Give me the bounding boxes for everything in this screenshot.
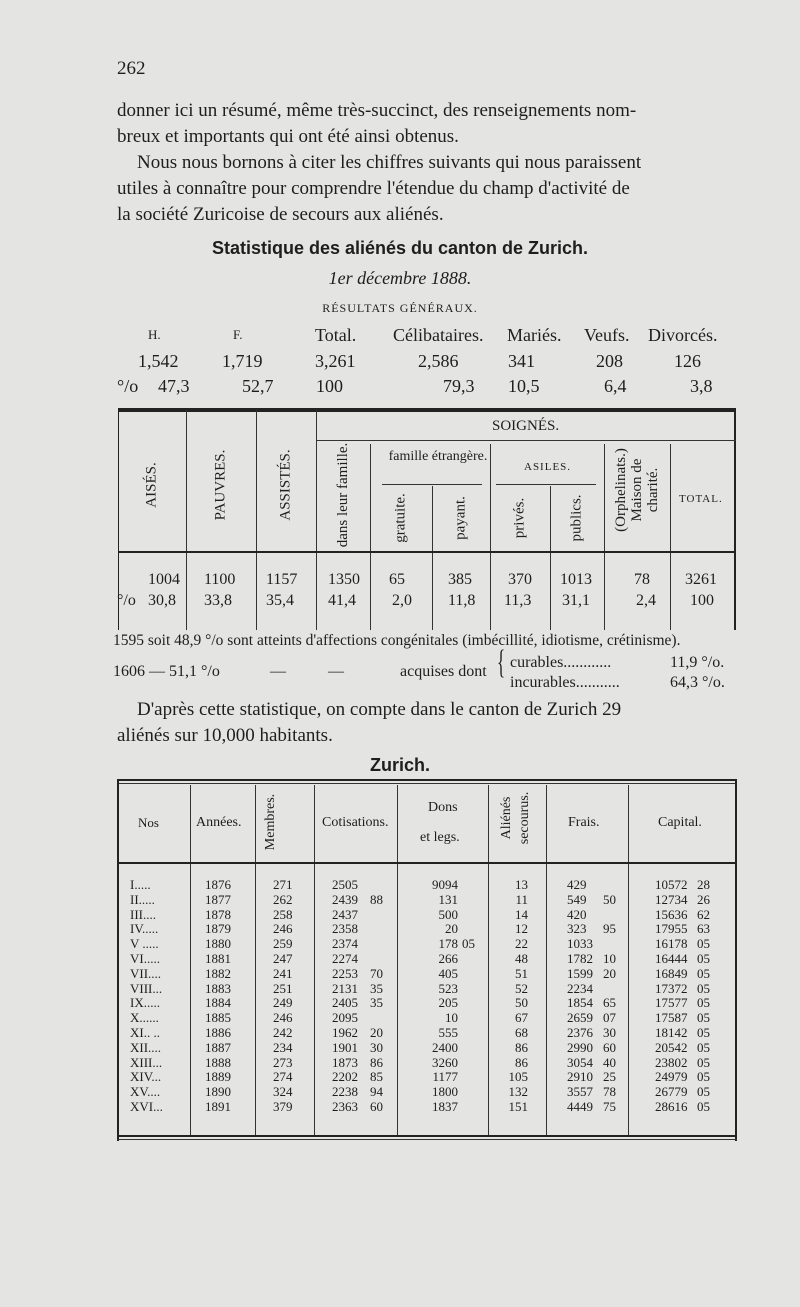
cell-capital-cents: 05: [697, 1025, 710, 1040]
cell-capital: 16849: [655, 965, 688, 981]
cell-cotisations: 2437: [332, 906, 358, 922]
table-row: [0, 1055, 800, 1069]
cell-frais-cents: 60: [603, 1039, 616, 1055]
cell-cotisations: 2095: [332, 1010, 358, 1026]
cell-dons: 500: [438, 906, 458, 922]
cell-annee: 1877: [205, 891, 231, 907]
pct-label: °/o: [117, 376, 139, 396]
header-divorces: Divorcés.: [648, 325, 718, 345]
intro-line: la société Zuricoise de secours aux aliénés.: [117, 204, 444, 225]
table-row: [0, 921, 800, 935]
assistes-header: ASSISTÉS.: [277, 449, 294, 521]
cell-no: XI.. ..: [130, 1025, 160, 1040]
cell-cotisations-cents: 60: [370, 1099, 383, 1114]
cell-capital: 15636: [655, 906, 688, 922]
note-curables: curables............: [510, 654, 612, 671]
header-capital: Capital.: [658, 815, 702, 830]
row2-prives: 11,3: [504, 592, 532, 609]
cell-capital: 18142: [655, 1025, 688, 1040]
cell-frais: 1854: [567, 995, 593, 1011]
cell-dons: 523: [438, 980, 458, 996]
header-h: H.: [148, 327, 161, 342]
cell-alienes: 151: [508, 1099, 528, 1114]
row2-aises: 30,8: [148, 592, 176, 609]
header-legs: et legs.: [420, 830, 460, 845]
cell-capital-cents: 05: [697, 1010, 710, 1026]
cell-dons: 1800: [432, 1084, 458, 1100]
cell-frais-cents: 10: [603, 951, 616, 966]
conclusion-line: aliénés sur 10,000 habitants.: [117, 725, 333, 746]
cell-membres: 379: [273, 1099, 293, 1114]
count-h: 1,542: [138, 351, 179, 371]
cell-membres: 246: [273, 1010, 293, 1026]
table-row: [0, 1084, 800, 1098]
total-label: TOTAL.: [679, 493, 723, 505]
cell-dons: 1177: [432, 1069, 458, 1085]
cell-membres: 259: [273, 936, 293, 952]
cell-annee: 1878: [205, 906, 231, 922]
cell-cotisations-cents: 35: [370, 995, 383, 1011]
cell-no: IV.....: [130, 921, 159, 937]
cell-capital: 28616: [655, 1099, 688, 1114]
cell-cotisations: 2505: [332, 877, 358, 892]
cell-cotisations: 2274: [332, 951, 358, 966]
note-incurables-pct: 64,3 °/o.: [670, 674, 725, 691]
cell-capital: 23802: [655, 1054, 688, 1070]
maison-charite-header: (Orphelinats.) Maison de charité.: [613, 448, 661, 532]
table2-top-rule-thin: [117, 783, 737, 784]
table-row: [0, 907, 800, 921]
intro-line: utiles à connaître pour comprendre l'étendue du champ d'activité de: [117, 178, 630, 199]
cell-alienes: 132: [508, 1084, 528, 1100]
cell-annee: 1891: [205, 1099, 231, 1114]
cell-alienes: 12: [515, 921, 528, 937]
intro-paragraph: [117, 98, 737, 228]
cell-alienes: 13: [515, 877, 528, 892]
table-row: [0, 936, 800, 950]
cell-frais: 429: [567, 877, 587, 892]
cell-annee: 1879: [205, 921, 231, 937]
cell-cotisations-cents: 86: [370, 1054, 383, 1070]
cell-cotisations-cents: 70: [370, 965, 383, 981]
cell-annee: 1890: [205, 1084, 231, 1100]
soignes-label: SOIGNÉS.: [492, 418, 560, 434]
cell-capital-cents: 28: [697, 877, 710, 892]
cell-frais: 2376: [567, 1025, 593, 1040]
note-dash: —: [270, 663, 286, 680]
header-veufs: Veufs.: [584, 325, 630, 345]
note-incurables: incurables...........: [510, 674, 620, 691]
pct-celibataires: 79,3: [443, 376, 475, 396]
divider: [370, 444, 371, 630]
cell-no: VI.....: [130, 951, 160, 966]
pct-f: 52,7: [242, 376, 274, 396]
pct-total: 100: [316, 376, 343, 396]
cell-capital-cents: 05: [697, 965, 710, 981]
cell-membres: 234: [273, 1039, 293, 1055]
cell-annee: 1888: [205, 1054, 231, 1070]
cell-no: II.....: [130, 891, 155, 907]
divider: [550, 486, 551, 630]
cell-frais-cents: 20: [603, 965, 616, 981]
pct-maries: 10,5: [508, 376, 540, 396]
cell-capital-cents: 05: [697, 995, 710, 1011]
cell-alienes: 105: [508, 1069, 528, 1085]
cell-cotisations: 1873: [332, 1054, 358, 1070]
table-row: [0, 951, 800, 965]
cell-membres: 274: [273, 1069, 293, 1085]
asiles-rule: [496, 484, 596, 485]
row1-aises: 1004: [148, 571, 180, 588]
cell-no: III....: [130, 906, 156, 922]
cell-dons: 20: [445, 921, 458, 937]
cell-frais-cents: 50: [603, 891, 616, 907]
page-number: 262: [117, 58, 146, 79]
cell-dons: 266: [438, 951, 458, 966]
cell-alienes: 11: [515, 891, 528, 907]
header-alienes: Aliénés secourus.: [499, 791, 532, 845]
pauvres-header: PAUVRES.: [212, 449, 229, 521]
cell-frais-cents: 65: [603, 995, 616, 1011]
cell-membres: 249: [273, 995, 293, 1011]
table-row: [0, 966, 800, 980]
row1-assistes: 1157: [266, 571, 298, 588]
cell-cotisations: 1901: [332, 1039, 358, 1055]
cell-capital-cents: 05: [697, 936, 710, 952]
note-curables-pct: 11,9 °/o.: [670, 654, 725, 671]
note-dash: —: [328, 663, 344, 680]
cell-annee: 1889: [205, 1069, 231, 1085]
cell-capital: 16178: [655, 936, 688, 952]
cell-annee: 1882: [205, 965, 231, 981]
cell-frais-cents: 75: [603, 1099, 616, 1114]
pct-veufs: 6,4: [604, 376, 627, 396]
row1-pauvres: 1100: [204, 571, 236, 588]
cell-membres: 273: [273, 1054, 293, 1070]
table-row: [0, 995, 800, 1009]
cell-alienes: 86: [515, 1039, 528, 1055]
cell-alienes: 14: [515, 906, 528, 922]
header-maries: Mariés.: [507, 325, 562, 345]
results-title: RÉSULTATS GÉNÉRAUX.: [322, 301, 478, 315]
cell-frais: 2659: [567, 1010, 593, 1026]
famille-etrangere-label: famille étrangère.: [388, 449, 488, 464]
row1-publics: 1013: [560, 571, 592, 588]
cell-capital-cents: 62: [697, 906, 710, 922]
cell-frais-cents: 40: [603, 1054, 616, 1070]
cell-cotisations-cents: 94: [370, 1084, 383, 1100]
cell-capital: 17587: [655, 1010, 688, 1026]
cell-dons: 405: [438, 965, 458, 981]
cell-capital-cents: 05: [697, 1084, 710, 1100]
cell-no: IX.....: [130, 995, 160, 1011]
cell-no: I.....: [130, 877, 151, 892]
cell-annee: 1887: [205, 1039, 231, 1055]
table2-top-rule: [117, 779, 737, 781]
cell-alienes: 86: [515, 1054, 528, 1070]
statistics-title: Statistique des aliénés du canton de Zurich.: [211, 238, 589, 258]
cell-frais: 1782: [567, 951, 593, 966]
pct-divorces: 3,8: [690, 376, 713, 396]
header-total: Total.: [315, 325, 357, 345]
row2-gratuite: 2,0: [392, 592, 412, 609]
cell-frais: 420: [567, 906, 587, 922]
cell-frais: 4449: [567, 1099, 593, 1114]
cell-capital-cents: 05: [697, 1039, 710, 1055]
cell-frais-cents: 07: [603, 1010, 616, 1026]
header-celibataires: Célibataires.: [393, 325, 484, 345]
cell-frais: 3557: [567, 1084, 593, 1100]
cell-membres: 251: [273, 980, 293, 996]
divider: [432, 486, 433, 630]
cell-dons: 178: [438, 936, 458, 952]
cell-dons: 3260: [432, 1054, 458, 1070]
table-row: [0, 1099, 800, 1113]
cell-alienes: 50: [515, 995, 528, 1011]
header-dons: Dons: [428, 800, 458, 815]
asiles-label: ASILES.: [524, 461, 572, 473]
zurich-title: Zurich.: [369, 755, 430, 775]
header-f: F.: [233, 327, 243, 342]
cell-frais: 2910: [567, 1069, 593, 1085]
cell-alienes: 51: [515, 965, 528, 981]
cell-cotisations-cents: 35: [370, 980, 383, 996]
divider: [490, 444, 491, 630]
cell-membres: 247: [273, 951, 293, 966]
cell-no: VII....: [130, 965, 162, 981]
cell-frais: 1033: [567, 936, 593, 952]
cell-annee: 1884: [205, 995, 231, 1011]
table2-bottom-rule-thin: [117, 1139, 737, 1140]
divider: [316, 410, 317, 630]
count-f: 1,719: [222, 351, 263, 371]
divider: [670, 444, 671, 630]
cell-cotisations-cents: 85: [370, 1069, 383, 1085]
row2-maison: 2,4: [636, 592, 656, 609]
cell-alienes: 68: [515, 1025, 528, 1040]
cell-frais: 323: [567, 921, 587, 937]
pct-h: 47,3: [158, 376, 190, 396]
cell-no: X......: [130, 1010, 159, 1026]
cell-no: VIII...: [130, 980, 163, 996]
cell-alienes: 22: [515, 936, 528, 952]
cell-annee: 1880: [205, 936, 231, 952]
table2-bottom-rule: [117, 1135, 737, 1137]
cell-dons: 1837: [432, 1099, 458, 1114]
cell-capital-cents: 05: [697, 951, 710, 966]
row1-famille: 1350: [328, 571, 360, 588]
count-divorces: 126: [674, 351, 701, 371]
count-total: 3,261: [315, 351, 356, 371]
cell-capital: 20542: [655, 1039, 688, 1055]
table-row: [0, 981, 800, 995]
cell-frais: 3054: [567, 1054, 593, 1070]
cell-cotisations: 2238: [332, 1084, 358, 1100]
header-cotisations: Cotisations.: [322, 815, 389, 830]
cell-cotisations: 2363: [332, 1099, 358, 1114]
cell-frais: 2234: [567, 980, 593, 996]
cell-frais: 1599: [567, 965, 593, 981]
cell-frais: 549: [567, 891, 587, 907]
cell-frais-cents: 30: [603, 1025, 616, 1040]
cell-capital-cents: 05: [697, 1054, 710, 1070]
cell-capital-cents: 05: [697, 980, 710, 996]
row1-total: 3261: [685, 571, 717, 588]
count-celibataires: 2,586: [418, 351, 459, 371]
cell-membres: 241: [273, 965, 293, 981]
row2-total: 100: [690, 592, 714, 609]
cell-alienes: 48: [515, 951, 528, 966]
header-frais: Frais.: [568, 815, 600, 830]
cell-capital-cents: 05: [697, 1069, 710, 1085]
row2-assistes: 35,4: [266, 592, 294, 609]
statistics-date: 1er décembre 1888.: [328, 268, 472, 288]
cell-dons: 555: [438, 1025, 458, 1040]
cell-no: XIII...: [130, 1054, 163, 1070]
row1-gratuite: 65: [389, 571, 405, 588]
cell-capital: 12734: [655, 891, 688, 907]
intro-line: breux et importants qui ont été ainsi obtenus.: [117, 126, 459, 147]
row2-publics: 31,1: [562, 592, 590, 609]
cell-alienes: 67: [515, 1010, 528, 1026]
cell-capital-cents: 26: [697, 891, 710, 907]
soignes-rule: [316, 440, 736, 441]
cell-membres: 258: [273, 906, 293, 922]
cell-membres: 262: [273, 891, 293, 907]
cell-cotisations: 2253: [332, 965, 358, 981]
cell-frais-cents: 25: [603, 1069, 616, 1085]
cell-frais-cents: 78: [603, 1084, 616, 1100]
cell-alienes: 52: [515, 980, 528, 996]
cell-capital: 17372: [655, 980, 688, 996]
cell-cotisations: 2439: [332, 891, 358, 907]
cell-dons: 10: [445, 1010, 458, 1026]
cell-dons-cents: 05: [462, 936, 475, 952]
cell-cotisations: 2405: [332, 995, 358, 1011]
row2-payant: 11,8: [448, 592, 476, 609]
cell-membres: 246: [273, 921, 293, 937]
row1-payant: 385: [448, 571, 472, 588]
cell-annee: 1876: [205, 877, 231, 892]
table2-header-rule: [117, 862, 737, 864]
count-maries: 341: [508, 351, 535, 371]
cell-dons: 9094: [432, 877, 458, 892]
cell-cotisations: 2374: [332, 936, 358, 952]
cell-cotisations: 2202: [332, 1069, 358, 1085]
intro-line: donner ici un résumé, même très-succinct, des renseignements nom-: [117, 100, 637, 121]
cell-cotisations: 1962: [332, 1025, 358, 1040]
cell-membres: 324: [273, 1084, 293, 1100]
cell-capital-cents: 05: [697, 1099, 710, 1114]
conclusion-line: D'après cette statistique, on compte dans le canton de Zurich 29: [137, 699, 622, 720]
cell-dons: 205: [438, 995, 458, 1011]
table-row: [0, 1010, 800, 1024]
cell-capital-cents: 63: [697, 921, 710, 937]
cell-capital: 26779: [655, 1084, 688, 1100]
cell-annee: 1881: [205, 951, 231, 966]
cell-frais-cents: 95: [603, 921, 616, 937]
cell-capital: 24979: [655, 1069, 688, 1085]
cell-membres: 271: [273, 877, 293, 892]
cell-no: V .....: [130, 936, 159, 952]
cell-no: XIV...: [130, 1069, 162, 1085]
dans-famille-header: dans leur famille.: [335, 442, 351, 548]
cell-cotisations: 2131: [332, 980, 358, 996]
famille-rule: [382, 484, 482, 485]
cell-cotisations-cents: 88: [370, 891, 383, 907]
intro-line: Nous nous bornons à citer les chiffres suivants qui nous paraissent: [137, 152, 642, 173]
cell-frais: 2990: [567, 1039, 593, 1055]
divider: [256, 410, 257, 630]
row1-maison: 78: [634, 571, 650, 588]
header-annees: Années.: [196, 815, 242, 830]
header-bottom-rule: [118, 551, 736, 553]
cell-no: XVI...: [130, 1099, 163, 1114]
row2-famille: 41,4: [328, 592, 356, 609]
prives-header: privés.: [511, 497, 528, 539]
divider: [604, 444, 605, 630]
cell-cotisations-cents: 30: [370, 1039, 383, 1055]
table-row: [0, 892, 800, 906]
cell-cotisations-cents: 20: [370, 1025, 383, 1040]
brace-icon: {: [497, 644, 506, 681]
cell-annee: 1886: [205, 1025, 231, 1040]
divider: [186, 410, 187, 630]
table-row: [0, 1069, 800, 1083]
note-acquired-count: 1606 — 51,1 °/o: [113, 663, 220, 680]
gratuite-header: gratuite.: [392, 493, 409, 543]
cell-capital: 10572: [655, 877, 688, 892]
aises-header: AISÉS.: [143, 462, 160, 508]
table-row: [0, 877, 800, 891]
conclusion-paragraph: [117, 697, 737, 749]
row2-pauvres: 33,8: [204, 592, 232, 609]
cell-capital: 17955: [655, 921, 688, 937]
note-acquises: acquises dont: [400, 663, 487, 680]
row2-label: °/o: [117, 592, 136, 609]
table1-top-rule: [118, 410, 736, 412]
cell-no: XII....: [130, 1039, 162, 1055]
table-row: [0, 1025, 800, 1039]
cell-capital: 17577: [655, 995, 688, 1011]
publics-header: publics.: [568, 494, 585, 542]
row1-prives: 370: [508, 571, 532, 588]
cell-capital: 16444: [655, 951, 688, 966]
header-nos: Nos: [138, 815, 159, 830]
cell-annee: 1883: [205, 980, 231, 996]
table-row: [0, 1040, 800, 1054]
cell-no: XV....: [130, 1084, 161, 1100]
header-membres: Membres.: [263, 793, 278, 851]
payant-header: payant.: [452, 496, 469, 540]
cell-membres: 242: [273, 1025, 293, 1040]
cell-dons: 2400: [432, 1039, 458, 1055]
cell-cotisations: 2358: [332, 921, 358, 937]
cell-dons: 131: [438, 891, 458, 907]
cell-annee: 1885: [205, 1010, 231, 1026]
note-congenital: 1595 soit 48,9 °/o sont atteints d'affections congénitales (imbécillité, idiotisme, crétinisme).: [113, 632, 681, 649]
count-veufs: 208: [596, 351, 623, 371]
